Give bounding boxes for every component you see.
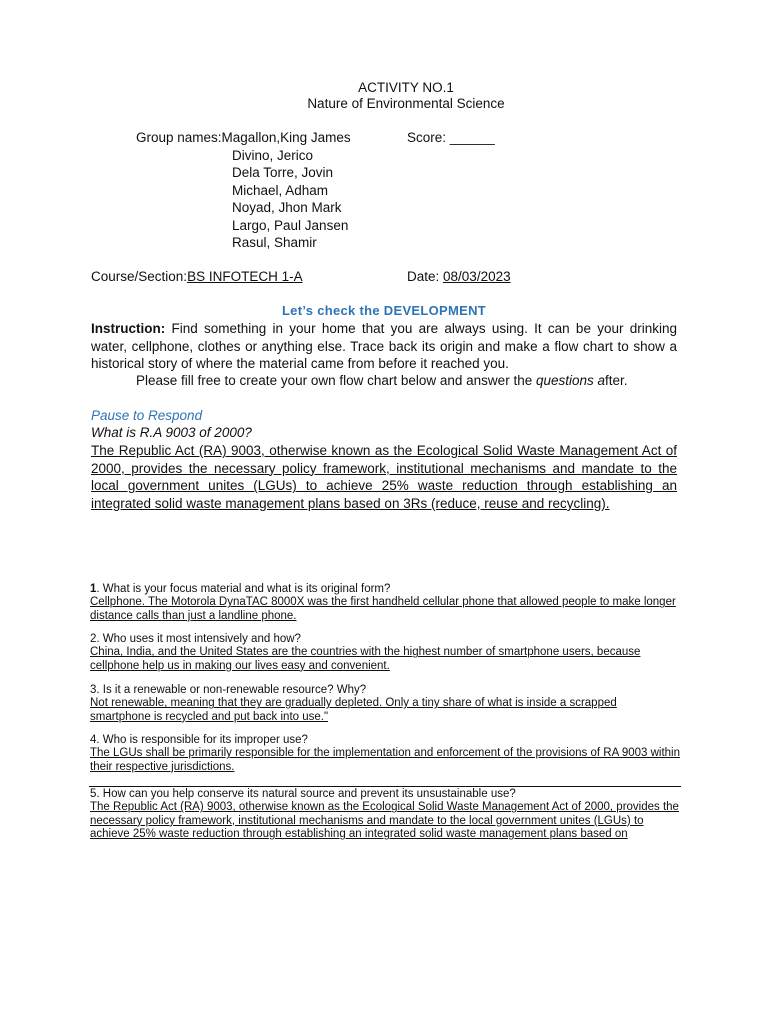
course-label: Course/Section:	[91, 269, 188, 284]
group-names-label: Group names:	[136, 130, 222, 145]
ra-answer: The Republic Act (RA) 9003, otherwise known as the Ecological Solid Waste Management Act of 2000, provides the necessary policy framework, institutional mechanisms and mandate to the local government unites (LGUs) to achieve 25% waste reduction through establishing an integrated solid waste management plans based on 3Rs (reduce, reuse and recycling).	[91, 443, 677, 511]
question-number: 1	[90, 583, 97, 595]
followup-end: fter.	[605, 373, 628, 388]
group-member: Noyad, Jhon Mark	[232, 200, 342, 216]
group-member: Rasul, Shamir	[232, 235, 317, 251]
followup-italic: questions a	[535, 373, 606, 388]
answer-text: The LGUs shall be primarily responsible for the implementation and enforcement of the provisions of RA 9003 within their respective jurisdictions.	[90, 747, 680, 773]
group-member-1: Magallon,King James	[221, 130, 351, 145]
pause-to-respond-heading: Pause to Respond	[91, 408, 203, 423]
activity-subtitle: Nature of Environmental Science	[307, 96, 505, 111]
instruction-paragraph	[91, 320, 677, 373]
question-5	[90, 788, 680, 842]
question-text: 3. Is it a renewable or non-renewable resource? Why?	[90, 684, 367, 696]
course-section	[91, 269, 303, 284]
development-heading: Let’s check the DEVELOPMENT	[281, 303, 487, 318]
answer-text: The Republic Act (RA) 9003, otherwise known as the Ecological Solid Waste Management Act of 2000, provides the necessary policy framework, institutional mechanisms and mandate to the local government unites (LGUs) to achieve 25% waste reduction through establishing an integrated solid waste management plans based on	[90, 801, 679, 841]
question-text: 4. Who is responsible for its improper use?	[90, 734, 308, 746]
ra-question: What is R.A 9003 of 2000?	[91, 425, 252, 440]
answer-text: Cellphone. The Motorola DynaTAC 8000X was the first handheld cellular phone that allowed people to make longer distance calls than just a landline phone.	[90, 596, 676, 622]
group-member: Divino, Jerico	[232, 148, 314, 163]
date-value: 08/03/2023	[443, 269, 511, 284]
question-1	[90, 583, 680, 623]
activity-title: ACTIVITY NO.1	[358, 80, 454, 95]
instruction-text: Find something in your home that you are always using. It can be your drinking water, cellphone, clothes or anything else. Trace back its origin and make a flow chart to show a historical story of where the material came from before it reached you.	[91, 321, 677, 372]
group-member: Michael, Adham	[232, 182, 329, 198]
answer-text: Not renewable, meaning that they are gradually depleted. Only a tiny share of what is inside a scrapped smartphone is recycled and put back into use."	[90, 697, 617, 723]
question-3	[90, 684, 680, 724]
date-field	[407, 269, 511, 284]
question-body: . What is your focus material and what is its original form?	[96, 583, 391, 595]
group-member-list	[232, 147, 348, 251]
group-member: Dela Torre, Jovin	[232, 165, 334, 181]
question-text: 2. Who uses it most intensively and how?	[90, 633, 301, 645]
score-field: Score: ______	[407, 130, 495, 145]
question-text: 5. How can you help conserve its natural source and prevent its unsustainable use?	[90, 788, 516, 800]
divider-line	[89, 786, 681, 787]
course-value: BS INFOTECH 1-A	[187, 269, 303, 284]
date-label: Date:	[407, 269, 444, 284]
answer-text: China, India, and the United States are the countries with the highest number of smartphone users, because cellphone help us in making our lives easy and convenient.	[90, 646, 641, 672]
group-names-first-line	[136, 130, 351, 145]
followup-text: Please fill free to create your own flow chart below and answer the	[136, 373, 536, 388]
instruction-followup	[136, 373, 681, 388]
question-text	[90, 583, 680, 596]
question-2	[90, 633, 680, 673]
question-4	[90, 734, 680, 774]
group-member: Largo, Paul Jansen	[232, 217, 349, 233]
instruction-label: Instruction:	[91, 321, 166, 336]
